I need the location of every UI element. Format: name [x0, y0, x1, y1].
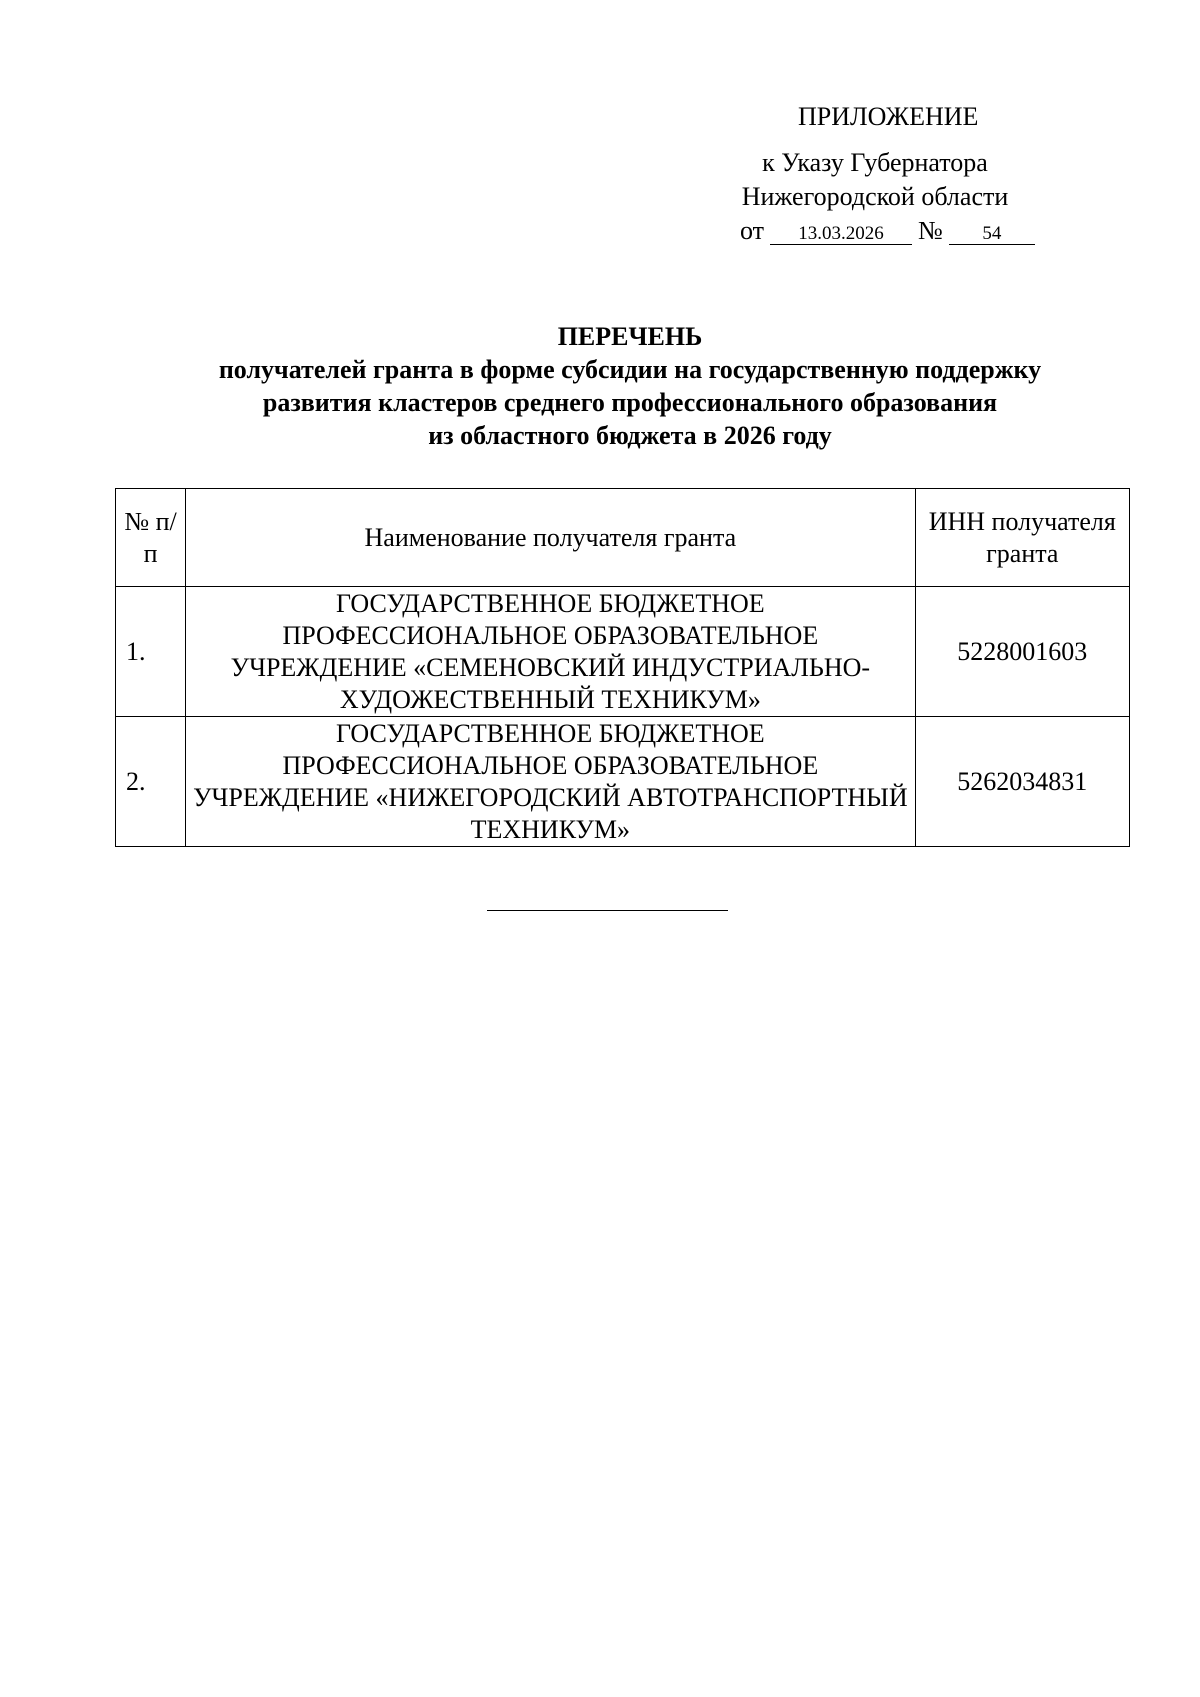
- table-row: [116, 717, 1130, 847]
- number-sign: №: [918, 216, 943, 245]
- heading-line-2: развития кластеров среднего профессионального образования: [262, 388, 998, 417]
- document-heading: [0, 320, 1200, 452]
- appendix-decree-line: к Указу Губернатора: [762, 148, 988, 177]
- heading-title: ПЕРЕЧЕНЬ: [557, 322, 703, 351]
- appendix-region-line: Нижегородской области: [741, 182, 1009, 211]
- end-separator-line: [487, 910, 728, 911]
- appendix-block: [720, 100, 1030, 248]
- recipient-inn: 5262034831: [915, 717, 1129, 847]
- recipient-name: ГОСУДАРСТВЕННОЕ БЮДЖЕТНОЕ ПРОФЕССИОНАЛЬНОЕ ОБРАЗОВАТЕЛЬНОЕ УЧРЕЖДЕНИЕ «СЕМЕНОВСКИЙ ИНДУСТРИАЛЬНО-ХУДОЖЕСТВЕННЫЙ ТЕХНИКУМ»: [186, 587, 915, 717]
- recipient-inn: 5228001603: [915, 587, 1129, 717]
- from-label: от: [740, 216, 765, 245]
- decree-date: 13.03.2026: [770, 224, 912, 245]
- decree-reference: [740, 214, 1030, 248]
- header-recipient-name: Наименование получателя гранта: [186, 489, 915, 587]
- header-inn: ИНН получателя гранта: [915, 489, 1129, 587]
- heading-line-3: из областного бюджета в 2026 году: [428, 421, 832, 450]
- header-number: № п/п: [116, 489, 186, 587]
- table-row: [116, 587, 1130, 717]
- grant-recipients-table: [115, 488, 1130, 847]
- table-header-row: [116, 489, 1130, 587]
- heading-line-1: получателей гранта в форме субсидии на государственную поддержку: [218, 355, 1042, 384]
- decree-number: 54: [949, 224, 1035, 245]
- appendix-title: ПРИЛОЖЕНИЕ: [798, 102, 979, 131]
- row-number: 1.: [116, 587, 186, 717]
- row-number: 2.: [116, 717, 186, 847]
- recipient-name: ГОСУДАРСТВЕННОЕ БЮДЖЕТНОЕ ПРОФЕССИОНАЛЬНОЕ ОБРАЗОВАТЕЛЬНОЕ УЧРЕЖДЕНИЕ «НИЖЕГОРОДСКИЙ АВТОТРАНСПОРТНЫЙ ТЕХНИКУМ»: [186, 717, 915, 847]
